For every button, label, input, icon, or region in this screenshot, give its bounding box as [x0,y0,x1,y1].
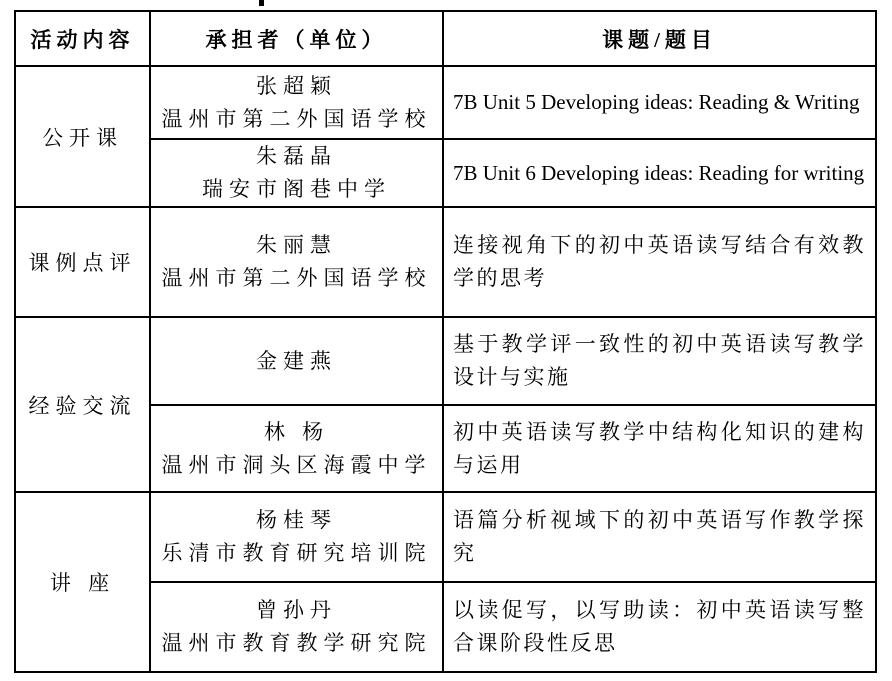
presenter-cell [150,405,443,492]
presenter-name: 金建燕 [256,348,337,373]
table-header-row [15,11,876,66]
presenter-cell [150,492,443,582]
topic-cell: 连接视角下的初中英语读写结合有效教学的思考 [443,207,876,317]
presenter-unit: 温州市洞头区海霞中学 [161,452,432,477]
presenter-unit: 乐清市教育研究培训院 [161,541,432,565]
presenter-name: 杨桂琴 [256,508,337,532]
topic-cell: 语篇分析视域下的初中英语写作教学探究 [443,492,876,582]
topic-cell: 基于教学评一致性的初中英语读写教学设计与实施 [443,317,876,405]
activity-cell-open-class: 公开课 [15,66,150,207]
topic-cell: 初中英语读写教学中结构化知识的建构与运用 [443,405,876,492]
cropped-text-artifact [259,0,264,6]
presenter-cell [150,317,443,405]
topic-cell: 以读促写，以写助读：初中英语读写整合课阶段性反思 [443,582,876,672]
header-presenter: 承担者（单位） [150,11,443,66]
presenter-cell [150,207,443,317]
activity-cell-experience-exchange: 经验交流 [15,317,150,492]
activity-cell-lesson-review: 课例点评 [15,207,150,317]
table-row [15,492,876,582]
presenter-unit: 瑞安市阁巷中学 [202,177,391,201]
table-row [15,207,876,317]
presenter-name: 朱丽慧 [256,233,337,257]
schedule-table [14,10,877,673]
header-topic: 课题/题目 [443,11,876,66]
presenter-cell [150,582,443,672]
table-row [15,317,876,405]
presenter-name: 朱磊晶 [256,144,337,168]
topic-cell: 7B Unit 5 Developing ideas: Reading & Writing [443,66,876,139]
table-row [15,66,876,139]
presenter-cell [150,139,443,207]
presenter-unit: 温州市第二外国语学校 [161,266,432,290]
presenter-unit: 温州市教育教学研究院 [161,631,432,655]
activity-cell-lecture: 讲 座 [15,492,150,672]
presenter-cell [150,66,443,139]
presenter-name: 曾孙丹 [256,598,337,622]
presenter-name: 张超颖 [256,73,337,98]
header-activity: 活动内容 [15,11,150,66]
presenter-name: 林 杨 [263,419,330,444]
topic-cell: 7B Unit 6 Developing ideas: Reading for writing [443,139,876,207]
presenter-unit: 温州市第二外国语学校 [161,106,432,131]
